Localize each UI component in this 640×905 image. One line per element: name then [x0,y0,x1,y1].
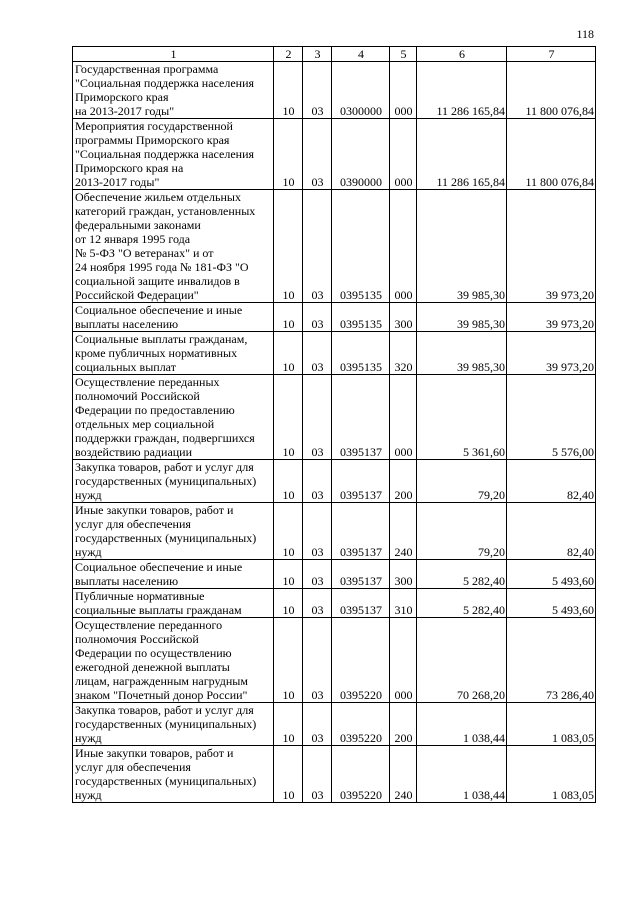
budget-table [72,46,596,803]
row-subsection: 03 [303,62,332,119]
row-amount-1: 11 286 165,84 [417,62,507,119]
row-section: 10 [274,589,303,618]
row-amount-1: 39 985,30 [417,332,507,375]
row-section: 10 [274,332,303,375]
table-row [73,62,596,119]
row-name: Осуществление переданных полномочий Российской Федерации по предоставлению отдельных мер социальной поддержки граждан, подвергшихся воздействию радиации [73,375,274,460]
row-expense-type: 310 [390,589,417,618]
row-amount-2: 73 286,40 [507,618,596,703]
table-row [73,589,596,618]
row-section: 10 [274,190,303,303]
page-number: 118 [576,27,594,41]
row-expense-type: 000 [390,119,417,190]
row-target-code: 0395137 [332,503,390,560]
row-subsection: 03 [303,190,332,303]
row-target-code: 0395220 [332,746,390,803]
table-row [73,746,596,803]
row-target-code: 0395137 [332,460,390,503]
row-expense-type: 000 [390,375,417,460]
row-amount-1: 79,20 [417,460,507,503]
header-col-1: 1 [73,47,274,62]
header-col-2: 2 [274,47,303,62]
row-name: Социальное обеспечение и иные выплаты населению [73,303,274,332]
row-expense-type: 000 [390,62,417,119]
row-subsection: 03 [303,703,332,746]
row-target-code: 0390000 [332,119,390,190]
row-section: 10 [274,703,303,746]
row-amount-2: 39 973,20 [507,303,596,332]
header-col-3: 3 [303,47,332,62]
row-name: Социальное обеспечение и иные выплаты населению [73,560,274,589]
row-name: Закупка товаров, работ и услуг для государственных (муниципальных) нужд [73,460,274,503]
table-row [73,332,596,375]
row-amount-2: 39 973,20 [507,190,596,303]
row-amount-1: 70 268,20 [417,618,507,703]
row-subsection: 03 [303,589,332,618]
header-col-6: 6 [417,47,507,62]
row-amount-2: 1 083,05 [507,746,596,803]
row-subsection: 03 [303,503,332,560]
row-section: 10 [274,618,303,703]
row-name: Государственная программа "Социальная поддержка населения Приморского края на 2013-2017 годы" [73,62,274,119]
row-amount-1: 1 038,44 [417,746,507,803]
table-row [73,460,596,503]
row-target-code: 0395137 [332,375,390,460]
row-name: Осуществление переданного полномочия Российской Федерации по осуществлению ежегодной денежной выплаты лицам, награжденным нагрудным знаком "Почетный донор России" [73,618,274,703]
table-row [73,618,596,703]
table-row [73,503,596,560]
table-body [73,62,596,803]
row-section: 10 [274,560,303,589]
row-target-code: 0395135 [332,190,390,303]
row-name: Социальные выплаты гражданам, кроме публичных нормативных социальных выплат [73,332,274,375]
row-section: 10 [274,503,303,560]
row-section: 10 [274,746,303,803]
row-target-code: 0395220 [332,618,390,703]
row-amount-1: 79,20 [417,503,507,560]
row-target-code: 0300000 [332,62,390,119]
table-row [73,703,596,746]
row-amount-2: 5 576,00 [507,375,596,460]
row-amount-2: 11 800 076,84 [507,62,596,119]
row-target-code: 0395137 [332,589,390,618]
header-col-5: 5 [390,47,417,62]
row-section: 10 [274,119,303,190]
row-expense-type: 300 [390,303,417,332]
row-amount-2: 5 493,60 [507,560,596,589]
row-target-code: 0395135 [332,303,390,332]
row-name: Иные закупки товаров, работ и услуг для обеспечения государственных (муниципальных) нужд [73,746,274,803]
table-row [73,119,596,190]
row-amount-1: 11 286 165,84 [417,119,507,190]
row-section: 10 [274,375,303,460]
row-amount-1: 39 985,30 [417,190,507,303]
row-amount-2: 39 973,20 [507,332,596,375]
row-subsection: 03 [303,746,332,803]
header-col-4: 4 [332,47,390,62]
row-expense-type: 000 [390,618,417,703]
row-amount-2: 11 800 076,84 [507,119,596,190]
row-target-code: 0395135 [332,332,390,375]
row-subsection: 03 [303,332,332,375]
row-expense-type: 240 [390,503,417,560]
table-header [73,47,596,62]
row-subsection: 03 [303,119,332,190]
row-expense-type: 000 [390,190,417,303]
row-section: 10 [274,460,303,503]
row-name: Обеспечение жильем отдельных категорий граждан, установленных федеральными законами от 12 января 1995 года № 5-ФЗ "О ветеранах" и от 24 ноября 1995 года № 181-ФЗ "О социальной защите инвалидов в Российской Федерации" [73,190,274,303]
row-subsection: 03 [303,618,332,703]
row-amount-1: 1 038,44 [417,703,507,746]
row-amount-2: 82,40 [507,460,596,503]
table-row [73,303,596,332]
row-amount-2: 1 083,05 [507,703,596,746]
row-expense-type: 240 [390,746,417,803]
row-amount-1: 5 361,60 [417,375,507,460]
row-amount-2: 82,40 [507,503,596,560]
row-expense-type: 300 [390,560,417,589]
row-target-code: 0395137 [332,560,390,589]
table-row [73,190,596,303]
row-amount-2: 5 493,60 [507,589,596,618]
row-amount-1: 39 985,30 [417,303,507,332]
row-section: 10 [274,62,303,119]
row-section: 10 [274,303,303,332]
row-expense-type: 200 [390,460,417,503]
row-name: Мероприятия государственной программы Приморского края "Социальная поддержка населения Приморского края на 2013-2017 годы" [73,119,274,190]
row-amount-1: 5 282,40 [417,589,507,618]
row-name: Иные закупки товаров, работ и услуг для обеспечения государственных (муниципальных) нужд [73,503,274,560]
row-subsection: 03 [303,303,332,332]
row-expense-type: 320 [390,332,417,375]
row-name: Закупка товаров, работ и услуг для государственных (муниципальных) нужд [73,703,274,746]
row-target-code: 0395220 [332,703,390,746]
row-subsection: 03 [303,375,332,460]
table-row [73,375,596,460]
row-name: Публичные нормативные социальные выплаты гражданам [73,589,274,618]
row-subsection: 03 [303,560,332,589]
row-amount-1: 5 282,40 [417,560,507,589]
row-expense-type: 200 [390,703,417,746]
header-col-7: 7 [507,47,596,62]
header-row [73,47,596,62]
row-subsection: 03 [303,460,332,503]
table-row [73,560,596,589]
